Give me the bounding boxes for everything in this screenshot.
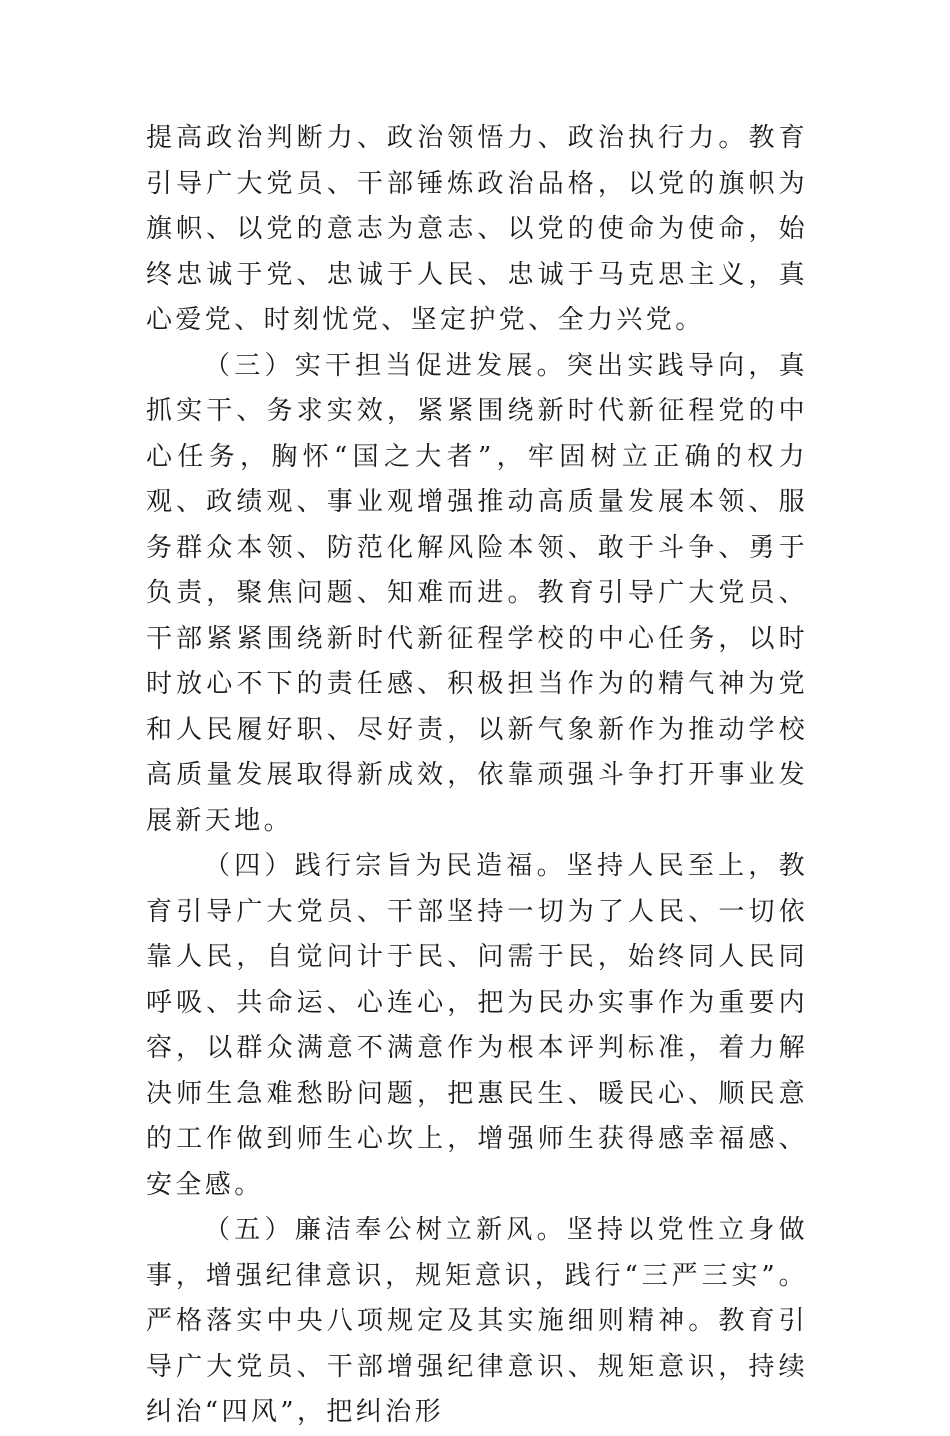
document-body — [146, 116, 808, 1436]
paragraph-section-five: （五）廉洁奉公树立新风。坚持以党性立身做事，增强纪律意识，规矩意识，践行“三严三实”。严格落实中央八项规定及其实施细则精神。教育引导广大党员、干部增强纪律意识、规矩意识，持续纠治“四风”，把纠治形 — [146, 1215, 808, 1427]
paragraph-political-loyalty: 提高政治判断力、政治领悟力、政治执行力。教育引导广大党员、干部锤炼政治品格，以党的旗帜为旗帜、以党的意志为意志、以党的使命为使命，始终忠诚于党、忠诚于人民、忠诚于马克思主义，真心爱党、时刻忧党、坚定护党、全力兴党。 — [146, 123, 808, 335]
paragraph-section-three: （三）实干担当促进发展。突出实践导向，真抓实干、务求实效，紧紧围绕新时代新征程党的中心任务，胸怀“国之大者”，牢固树立正确的权力观、政绩观、事业观增强推动高质量发展本领、服务群众本领、防范化解风险本领、敢于斗争、勇于负责，聚焦问题、知难而进。教育引导广大党员、干部紧紧围绕新时代新征程学校的中心任务，以时时放心不下的责任感、积极担当作为的精气神为党和人民履好职、尽好责，以新气象新作为推动学校高质量发展取得新成效，依靠顽强斗争打开事业发展新天地。 — [146, 350, 808, 836]
paragraph-section-four: （四）践行宗旨为民造福。坚持人民至上，教育引导广大党员、干部坚持一切为了人民、一切依靠人民，自觉问计于民、问需于民，始终同人民同呼吸、共命运、心连心，把为民办实事作为重要内容，以群众满意不满意作为根本评判标准，着力解决师生急难愁盼问题，把惠民生、暖民心、顺民意的工作做到师生心坎上，增强师生获得感幸福感、安全感。 — [146, 851, 808, 1200]
